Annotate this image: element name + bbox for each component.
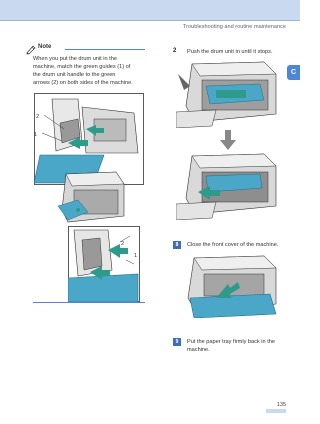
callout-label: 2 bbox=[121, 241, 125, 247]
page-number: 135 bbox=[276, 402, 286, 408]
note-line: arrows (2) on both sides of the machine. bbox=[33, 80, 133, 86]
step-marker: 9 bbox=[173, 338, 181, 346]
callout-label: 1 bbox=[34, 132, 38, 138]
push-drum-unit-illustration bbox=[176, 60, 286, 128]
chapter-tab: C bbox=[287, 65, 300, 80]
step-text: Close the front cover of the machine. bbox=[187, 242, 279, 248]
step-text-line: Put the paper tray firmly back in the bbox=[187, 339, 275, 345]
note-text bbox=[33, 55, 143, 87]
header-rule bbox=[0, 20, 300, 21]
note-line: the drum unit handle to the green bbox=[33, 72, 116, 78]
note-title: Note bbox=[38, 44, 52, 50]
step-marker: 2 bbox=[173, 48, 177, 54]
drum-guide-illustration-bottom bbox=[68, 226, 140, 302]
note-end-rule bbox=[33, 302, 145, 303]
header-band bbox=[0, 0, 300, 20]
running-header-title: Troubleshooting and routine maintenance bbox=[182, 24, 286, 30]
drum-unit-inserted-illustration bbox=[176, 152, 286, 220]
close-front-cover-illustration bbox=[180, 254, 284, 318]
callout-label: 2 bbox=[36, 114, 40, 120]
callout-label: 1 bbox=[134, 253, 138, 259]
step-text: Push the drum unit in until it stops. bbox=[187, 49, 273, 55]
note-line: machine, match the green guides (1) of bbox=[33, 64, 131, 70]
down-arrow-icon bbox=[220, 130, 236, 150]
step-text bbox=[187, 338, 275, 354]
note-line: When you put the drum unit in the bbox=[33, 56, 117, 62]
note-rule bbox=[65, 49, 145, 50]
step-marker: 8 bbox=[173, 241, 181, 249]
step-text-line: machine. bbox=[187, 347, 210, 353]
machine-overview-illustration bbox=[58, 170, 128, 224]
footer-band bbox=[266, 409, 286, 413]
